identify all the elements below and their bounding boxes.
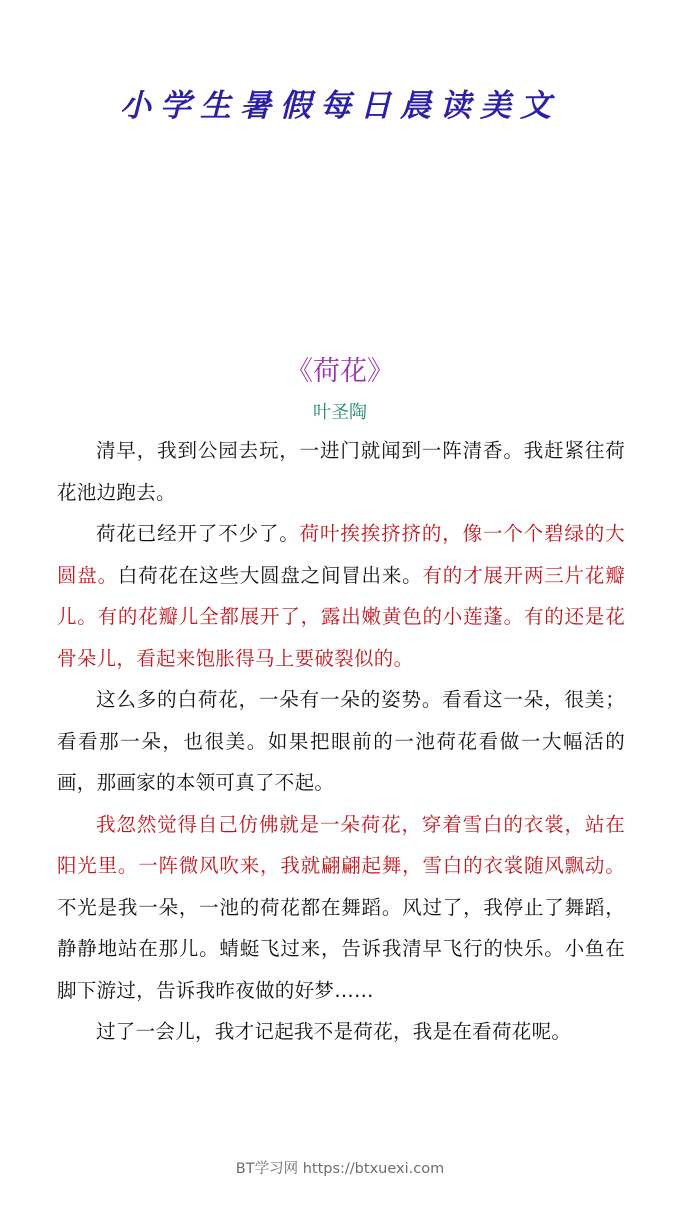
article-title: 《荷花》 (286, 356, 394, 387)
paragraph-4 (57, 804, 625, 1012)
article-author: 叶圣陶 (313, 402, 367, 423)
text-segment: 这么多的白荷花，一朵有一朵的姿势。看看这一朵，很美；看看那一朵，也很美。如果把眼前的一池荷花看做一大幅活的画，那画家的本领可真了不起。 (57, 688, 625, 794)
paragraph-2 (57, 513, 625, 679)
footer-watermark: BT学习网 https://btxuexi.com (235, 1161, 445, 1177)
text-segment: 荷花已经开了不少了。 (96, 522, 300, 545)
text-segment: 过了一会儿，我才记起我不是荷花，我是在看荷花呢。 (96, 1020, 572, 1043)
page-header-title: 小学生暑假每日晨读美文 (120, 88, 560, 124)
article-body (57, 430, 625, 1053)
text-segment: 不光是我一朵，一池的荷花都在舞蹈。风过了，我停止了舞蹈，静静地站在那儿。蜻蜓飞过来，告诉我清早飞行的快乐。小鱼在脚下游过，告诉我昨夜做的好梦…… (57, 895, 625, 1002)
paragraph-3 (57, 679, 625, 804)
paragraph-1 (57, 430, 625, 513)
highlighted-text-segment: 我忽然觉得自己仿佛就是一朵荷花，穿着雪白的衣裳，站在阳光里。一阵微风吹来，我就翩翩起舞，雪白的衣裳随风飘动。 (57, 812, 625, 877)
text-segment: 清早，我到公园去玩，一进门就闻到一阵清香。我赶紧往荷花池边跑去。 (57, 439, 625, 504)
text-segment: 白荷花在这些大圆盘之间冒出来。 (117, 563, 423, 587)
highlighted-text-segment: 荷叶挨挨挤挤的，像一个个碧绿的大圆盘。 (57, 522, 625, 587)
highlighted-text-segment: 有的才展开两三片花瓣儿。有的花瓣儿全都展开了，露出嫩黄色的小莲蓬。有的还是花骨朵儿，看起来饱胀得马上要破裂似的。 (57, 563, 625, 670)
paragraph-5 (57, 1011, 625, 1053)
